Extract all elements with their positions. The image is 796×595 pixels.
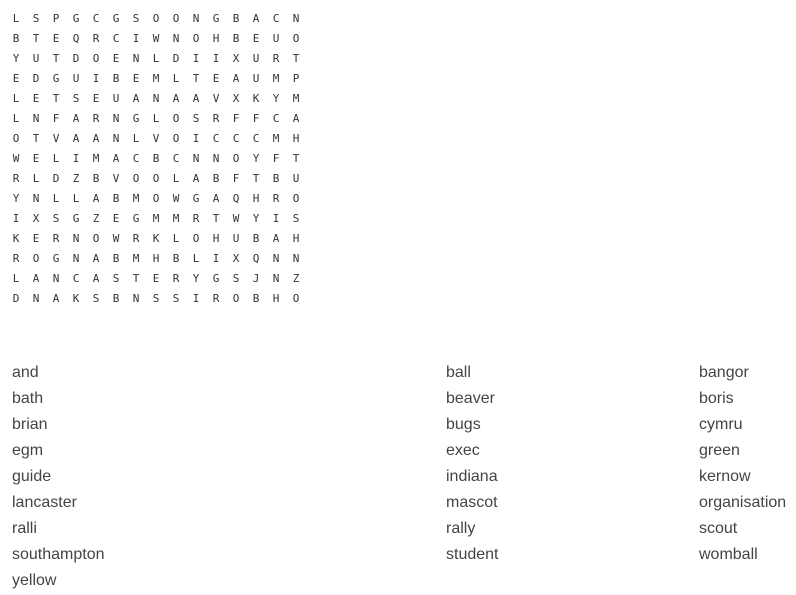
grid-letter: B [172,251,180,265]
grid-letter: A [52,291,60,305]
word-item: egm [12,442,44,459]
grid-letter: H [292,231,300,245]
grid-letter: B [252,291,260,305]
grid-letter: B [112,191,120,205]
grid-letter: S [232,271,240,285]
grid-letter: A [192,91,200,105]
grid-letter: B [152,151,160,165]
grid-letter: C [172,151,180,165]
grid-letter: O [232,291,240,305]
grid-letter: T [52,51,60,65]
grid-letter: F [252,111,260,125]
grid-letter: N [152,91,160,105]
word-list-column-3 [699,360,786,568]
letter-grid [6,8,306,308]
grid-letter: D [12,291,20,305]
grid-letter: G [52,71,60,85]
grid-letter: E [112,211,120,225]
grid-letter: R [172,271,180,285]
grid-letter: I [92,71,100,85]
grid-letter: I [132,31,140,45]
grid-letter: A [32,271,40,285]
word-item: lancaster [12,494,77,511]
grid-letter: Y [272,91,280,105]
grid-letter: B [232,11,240,25]
word-list-column-2 [446,360,498,568]
grid-letter: K [72,291,80,305]
grid-letter: R [272,51,280,65]
grid-letter: O [292,291,300,305]
grid-letter: K [152,231,160,245]
grid-letter: K [252,91,260,105]
word-item: cymru [699,416,743,433]
grid-letter: C [112,31,120,45]
grid-letter: G [132,111,140,125]
grid-letter: E [252,31,260,45]
grid-row [6,288,306,308]
grid-letter: G [132,211,140,225]
grid-letter: U [292,171,300,185]
word-item: kernow [699,468,751,485]
grid-letter: S [192,111,200,125]
grid-letter: O [152,11,160,25]
grid-letter: A [272,231,280,245]
grid-letter: M [292,91,300,105]
grid-letter: A [132,91,140,105]
grid-letter: A [72,131,80,145]
grid-letter: T [212,211,220,225]
grid-letter: N [112,131,120,145]
grid-letter: O [292,31,300,45]
grid-row [6,248,306,268]
grid-letter: L [152,111,160,125]
grid-letter: L [172,171,180,185]
grid-letter: M [272,131,280,145]
grid-letter: O [152,191,160,205]
word-item: ball [446,364,471,381]
grid-letter: C [252,131,260,145]
grid-letter: B [272,171,280,185]
grid-letter: S [92,291,100,305]
grid-letter: Z [292,271,300,285]
grid-letter: T [252,171,260,185]
grid-letter: M [92,151,100,165]
grid-letter: M [172,211,180,225]
word-item: beaver [446,390,495,407]
grid-letter: N [132,291,140,305]
grid-letter: C [272,111,280,125]
grid-letter: N [272,271,280,285]
grid-letter: N [192,151,200,165]
grid-letter: O [92,51,100,65]
grid-letter: L [192,251,200,265]
grid-letter: I [212,251,220,265]
grid-letter: O [292,191,300,205]
word-item: southampton [12,546,105,563]
word-item: and [12,364,39,381]
grid-letter: N [292,11,300,25]
grid-letter: O [152,171,160,185]
grid-letter: K [12,231,20,245]
grid-letter: M [132,191,140,205]
grid-letter: E [112,51,120,65]
grid-letter: T [32,131,40,145]
grid-row [6,188,306,208]
grid-letter: A [292,111,300,125]
grid-letter: I [72,151,80,165]
grid-letter: M [272,71,280,85]
word-item: guide [12,468,52,485]
grid-letter: Y [12,191,20,205]
grid-letter: I [12,211,20,225]
grid-letter: L [12,111,20,125]
grid-letter: G [112,11,120,25]
grid-letter: C [232,131,240,145]
grid-letter: O [192,31,200,45]
grid-letter: L [172,71,180,85]
grid-letter: W [152,31,160,45]
grid-letter: S [72,91,80,105]
grid-letter: H [292,131,300,145]
grid-letter: D [32,71,40,85]
grid-letter: L [132,131,140,145]
grid-letter: Y [252,151,260,165]
word-item: boris [699,390,734,407]
grid-letter: N [132,51,140,65]
grid-letter: V [112,171,120,185]
grid-letter: O [232,151,240,165]
grid-letter: O [92,231,100,245]
word-item: yellow [12,572,57,589]
grid-letter: Y [192,271,200,285]
grid-letter: B [212,171,220,185]
grid-letter: R [92,31,100,45]
word-item: scout [699,520,738,537]
grid-letter: W [172,191,180,205]
grid-letter: T [292,151,300,165]
grid-row [6,128,306,148]
grid-letter: R [192,211,200,225]
grid-letter: N [212,151,220,165]
grid-letter: W [232,211,240,225]
grid-letter: L [12,11,20,25]
grid-letter: A [92,131,100,145]
grid-letter: R [272,191,280,205]
grid-letter: U [252,51,260,65]
grid-letter: L [72,191,80,205]
grid-letter: P [292,71,300,85]
grid-letter: C [132,151,140,165]
grid-letter: A [72,111,80,125]
grid-letter: V [52,131,60,145]
grid-letter: G [192,191,200,205]
grid-letter: R [212,111,220,125]
grid-letter: O [32,251,40,265]
grid-row [6,28,306,48]
grid-letter: B [112,251,120,265]
grid-letter: S [32,11,40,25]
grid-letter: S [152,291,160,305]
grid-letter: P [52,11,60,25]
grid-letter: R [92,111,100,125]
grid-letter: Y [12,51,20,65]
grid-letter: H [212,31,220,45]
grid-letter: R [12,171,20,185]
grid-letter: I [272,211,280,225]
word-item: bath [12,390,44,407]
grid-letter: N [32,291,40,305]
grid-letter: H [272,291,280,305]
grid-letter: U [232,231,240,245]
grid-letter: S [172,291,180,305]
grid-letter: E [212,71,220,85]
grid-letter: S [52,211,60,225]
word-item: bangor [699,364,749,381]
grid-letter: B [232,31,240,45]
grid-letter: H [212,231,220,245]
grid-letter: L [12,91,20,105]
grid-letter: S [132,11,140,25]
grid-letter: G [212,271,220,285]
grid-letter: I [192,131,200,145]
grid-letter: L [152,51,160,65]
grid-letter: S [112,271,120,285]
grid-letter: N [192,11,200,25]
grid-letter: X [232,91,240,105]
grid-letter: L [172,231,180,245]
grid-letter: D [172,51,180,65]
grid-row [6,48,306,68]
grid-letter: C [272,11,280,25]
grid-letter: B [112,291,120,305]
grid-letter: R [12,251,20,265]
grid-letter: M [132,251,140,265]
grid-letter: R [132,231,140,245]
word-item: indiana [446,468,498,485]
grid-letter: I [192,291,200,305]
grid-letter: X [232,51,240,65]
grid-letter: Q [72,31,80,45]
word-item: brian [12,416,48,433]
grid-letter: B [252,231,260,245]
grid-letter: O [192,231,200,245]
grid-letter: C [92,11,100,25]
grid-letter: E [32,91,40,105]
grid-letter: A [92,191,100,205]
grid-letter: N [172,31,180,45]
grid-letter: I [192,51,200,65]
grid-letter: Q [252,251,260,265]
grid-letter: A [92,271,100,285]
grid-letter: H [252,191,260,205]
grid-letter: X [232,251,240,265]
grid-letter: Z [72,171,80,185]
grid-row [6,108,306,128]
grid-letter: M [152,211,160,225]
word-list-column-1 [12,360,105,594]
grid-letter: E [92,91,100,105]
grid-letter: A [252,11,260,25]
grid-letter: T [192,71,200,85]
grid-letter: N [112,111,120,125]
grid-letter: D [72,51,80,65]
grid-letter: O [172,131,180,145]
word-item: rally [446,520,476,537]
grid-letter: A [92,251,100,265]
grid-letter: L [12,271,20,285]
word-item: bugs [446,416,481,433]
word-item: student [446,546,499,563]
grid-letter: N [72,251,80,265]
grid-letter: E [132,71,140,85]
grid-letter: Z [92,211,100,225]
grid-letter: N [32,111,40,125]
grid-letter: W [112,231,120,245]
grid-letter: C [72,271,80,285]
grid-letter: A [192,171,200,185]
grid-letter: O [172,111,180,125]
grid-letter: X [32,211,40,225]
grid-letter: E [32,151,40,165]
word-item: green [699,442,740,459]
grid-letter: N [52,271,60,285]
grid-row [6,228,306,248]
grid-letter: R [212,291,220,305]
grid-letter: T [32,31,40,45]
grid-letter: T [52,91,60,105]
word-item: mascot [446,494,498,511]
grid-letter: N [32,191,40,205]
grid-letter: Q [232,191,240,205]
grid-letter: D [52,171,60,185]
grid-letter: A [232,71,240,85]
grid-row [6,148,306,168]
grid-letter: F [272,151,280,165]
grid-letter: E [32,231,40,245]
grid-letter: N [292,251,300,265]
grid-letter: J [252,271,260,285]
grid-letter: N [272,251,280,265]
grid-letter: U [72,71,80,85]
grid-letter: R [52,231,60,245]
grid-letter: U [252,71,260,85]
grid-letter: U [32,51,40,65]
grid-letter: F [52,111,60,125]
grid-letter: U [112,91,120,105]
grid-letter: B [112,71,120,85]
grid-letter: O [132,171,140,185]
grid-row [6,68,306,88]
grid-letter: B [92,171,100,185]
grid-letter: Y [252,211,260,225]
grid-letter: H [152,251,160,265]
grid-letter: G [72,11,80,25]
grid-letter: M [152,71,160,85]
grid-letter: A [112,151,120,165]
grid-letter: F [232,171,240,185]
grid-letter: E [152,271,160,285]
word-item: organisation [699,494,787,511]
grid-letter: G [52,251,60,265]
grid-letter: B [12,31,20,45]
grid-letter: I [212,51,220,65]
grid-letter: A [172,91,180,105]
grid-letter: N [72,231,80,245]
grid-letter: L [52,151,60,165]
grid-row [6,268,306,288]
grid-row [6,168,306,188]
grid-letter: U [272,31,280,45]
grid-letter: O [12,131,20,145]
grid-letter: L [32,171,40,185]
grid-letter: E [52,31,60,45]
grid-letter: S [292,211,300,225]
grid-letter: E [12,71,20,85]
word-item: womball [699,546,758,563]
grid-letter: W [12,151,20,165]
grid-letter: F [232,111,240,125]
grid-letter: T [132,271,140,285]
grid-letter: T [292,51,300,65]
grid-row [6,88,306,108]
grid-letter: L [52,191,60,205]
grid-letter: O [172,11,180,25]
grid-letter: G [72,211,80,225]
grid-letter: V [212,91,220,105]
grid-letter: A [212,191,220,205]
grid-letter: V [152,131,160,145]
word-item: exec [446,442,480,459]
grid-row [6,8,306,28]
grid-letter: G [212,11,220,25]
word-item: ralli [12,520,37,537]
grid-row [6,208,306,228]
grid-letter: C [212,131,220,145]
